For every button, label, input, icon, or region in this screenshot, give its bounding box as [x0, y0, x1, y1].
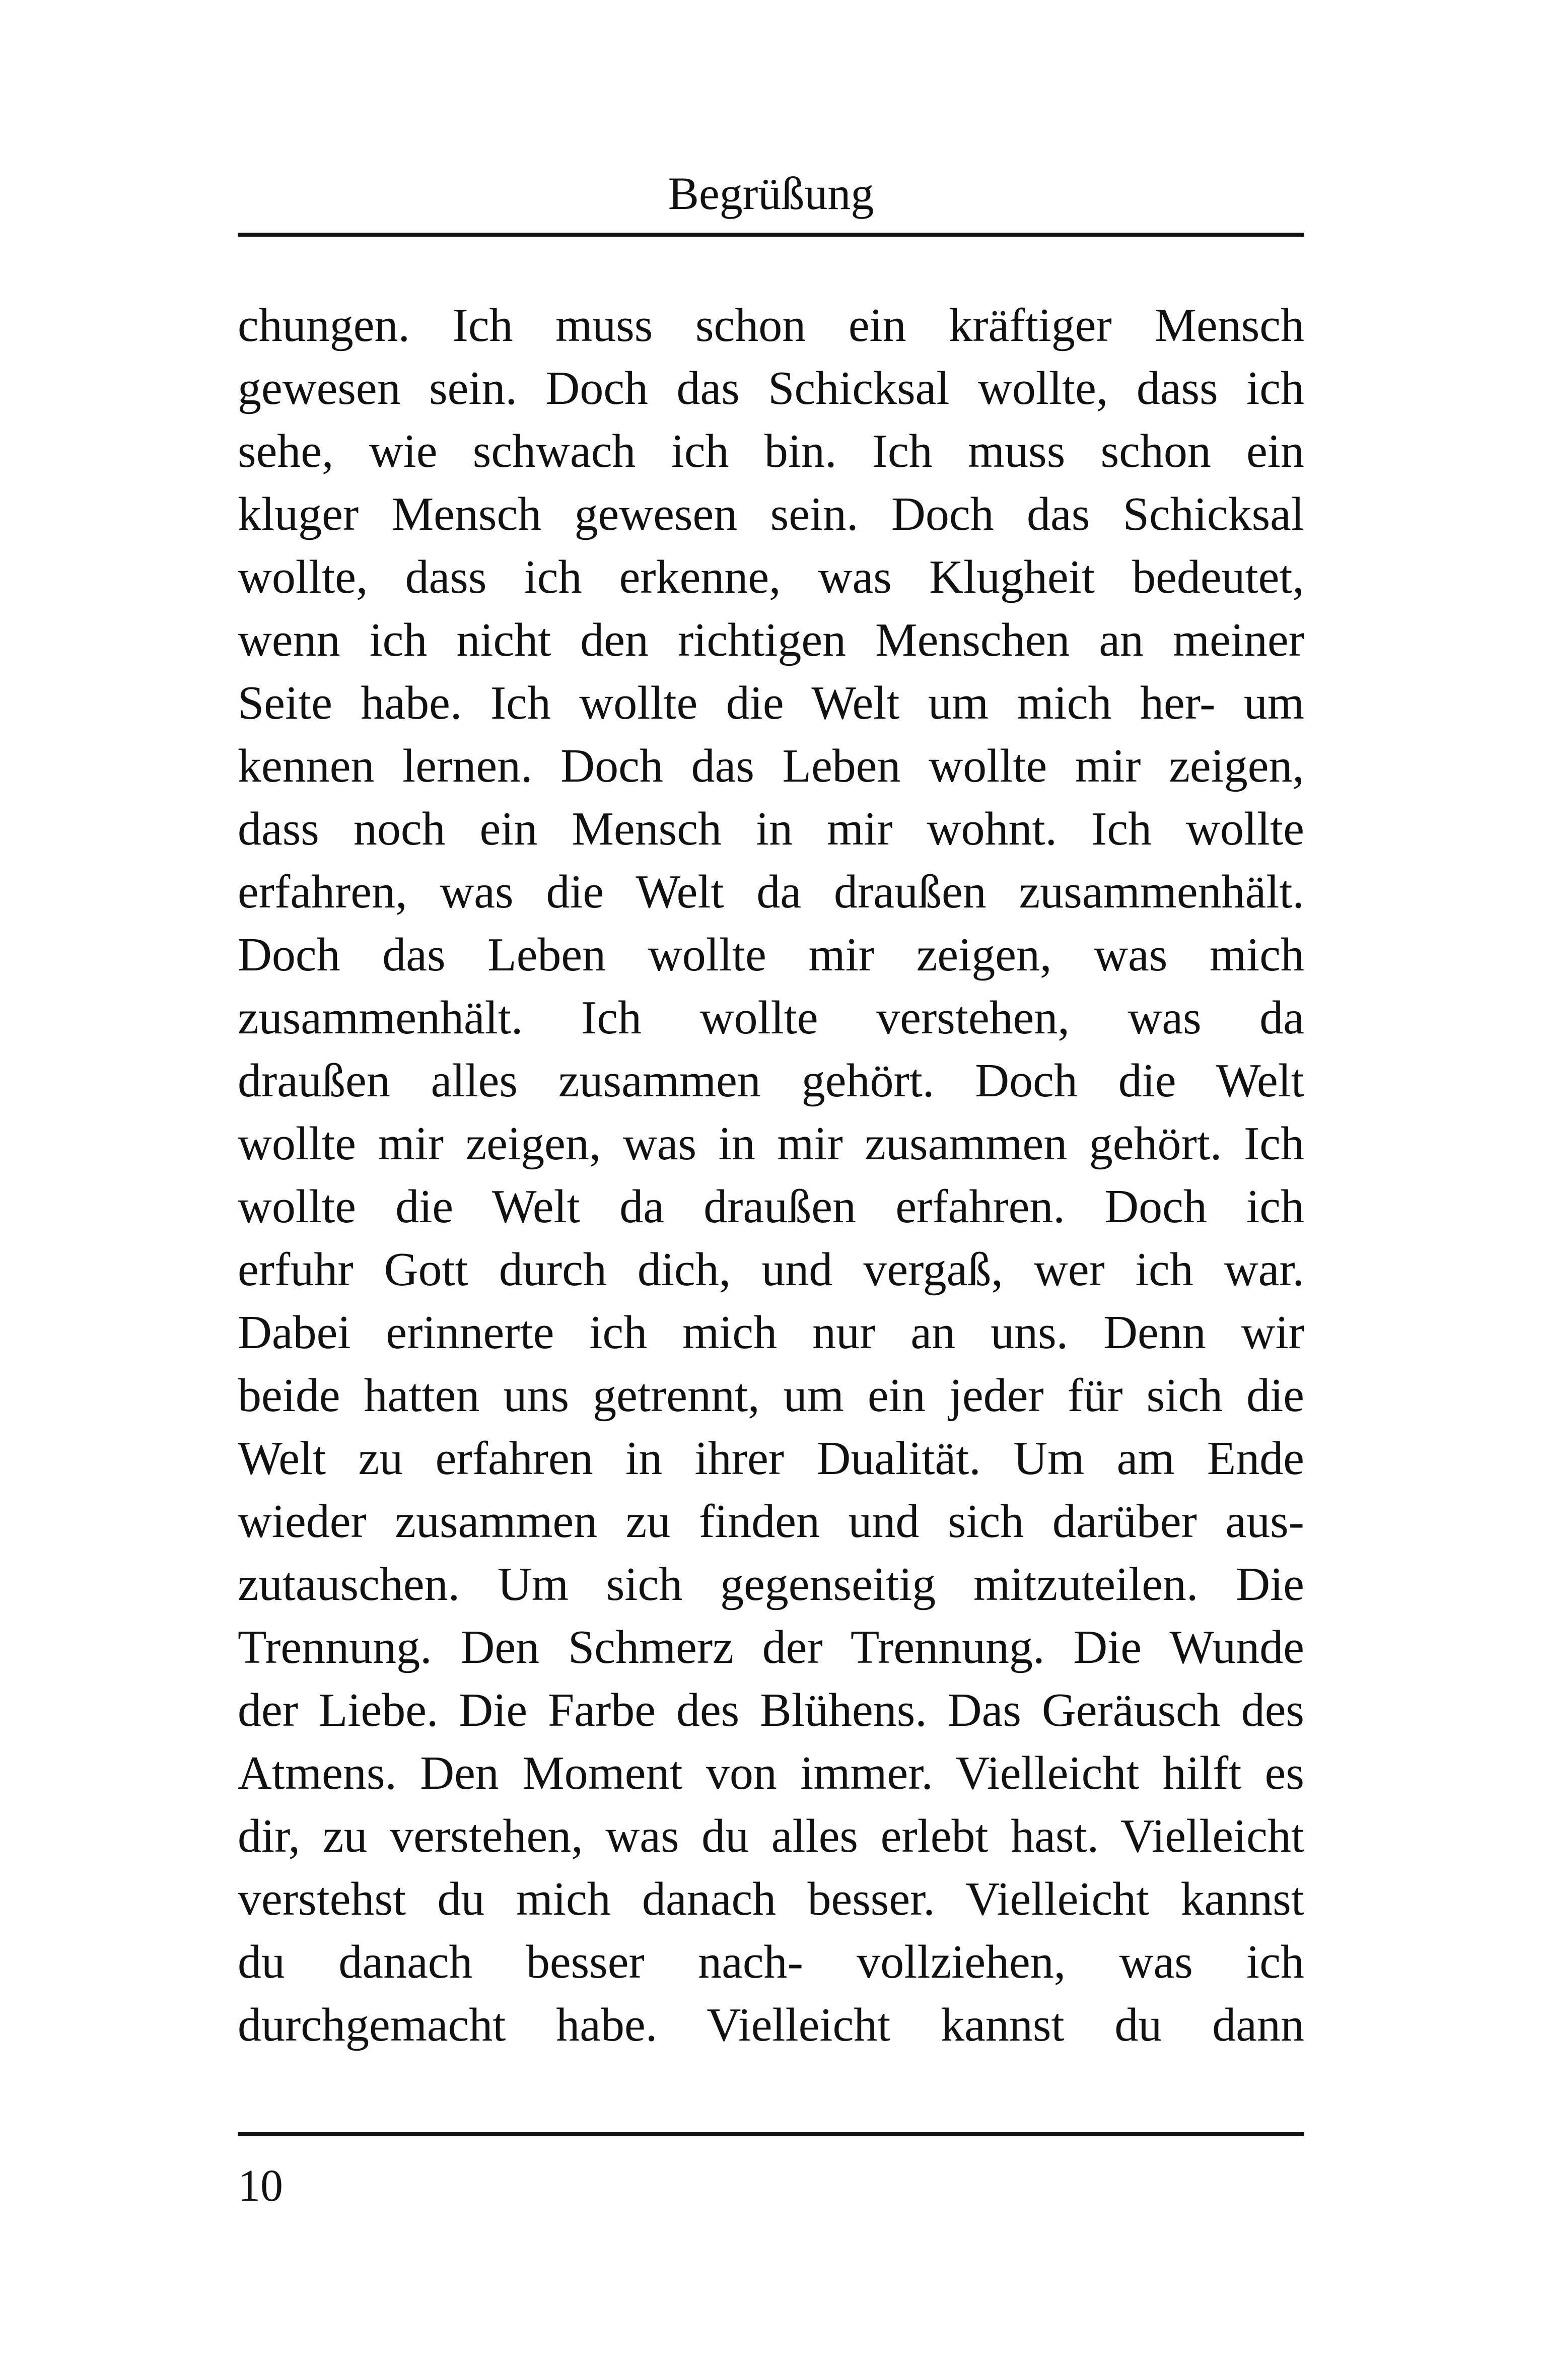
text-line: Seite habe. Ich wollte die Welt um mich her- um [238, 677, 1304, 729]
running-header: Begrüßung [668, 168, 874, 219]
footer-rule [238, 2132, 1304, 2136]
text-line: erfahren, was die Welt da draußen zusammenhält. [238, 866, 1304, 918]
text-line: zusammenhält. Ich wollte verstehen, was da [238, 992, 1304, 1044]
text-line: erfuhr Gott durch dich, und vergaß, wer ich war. [238, 1243, 1304, 1296]
text-line: durchgemacht habe. Vielleicht kannst du dann [238, 1999, 1304, 2051]
text-line: Trennung. Den Schmerz der Trennung. Die Wunde [238, 1621, 1304, 1673]
text-line: wollte, dass ich erkenne, was Klugheit bedeutet, [238, 551, 1304, 603]
text-line: der Liebe. Die Farbe des Blühens. Das Geräusch des [238, 1684, 1304, 1736]
text-line: kluger Mensch gewesen sein. Doch das Schicksal [238, 488, 1304, 540]
text-line: Dabei erinnerte ich mich nur an uns. Denn wir [238, 1306, 1304, 1359]
text-line: dir, zu verstehen, was du alles erlebt hast. Vielleicht [238, 1810, 1304, 1862]
text-line: zutauschen. Um sich gegenseitig mitzuteilen. Die [238, 1558, 1304, 1611]
text-line: draußen alles zusammen gehört. Doch die Welt [238, 1055, 1304, 1107]
text-line: dass noch ein Mensch in mir wohnt. Ich wollte [238, 803, 1304, 855]
text-line: du danach besser nach- vollziehen, was ich [238, 1936, 1304, 1988]
text-line: gewesen sein. Doch das Schicksal wollte, dass ich [238, 362, 1304, 414]
page-number: 10 [238, 2161, 283, 2211]
text-line: verstehst du mich danach besser. Vielleicht kannst [238, 1873, 1304, 1925]
text-line: Doch das Leben wollte mir zeigen, was mich [238, 929, 1304, 981]
text-line: wenn ich nicht den richtigen Menschen an meiner [238, 614, 1304, 666]
text-line: Welt zu erfahren in ihrer Dualität. Um am Ende [238, 1432, 1304, 1485]
text-line: chungen. Ich muss schon ein kräftiger Mensch [238, 299, 1304, 352]
text-line: Atmens. Den Moment von immer. Vielleicht hilft es [238, 1747, 1304, 1799]
text-line: wieder zusammen zu finden und sich darüber aus- [238, 1495, 1304, 1548]
text-line: kennen lernen. Doch das Leben wollte mir zeigen, [238, 740, 1304, 792]
body-text [238, 294, 1304, 2057]
text-line: sehe, wie schwach ich bin. Ich muss schon ein [238, 425, 1304, 477]
header-rule [238, 233, 1304, 237]
text-line: wollte mir zeigen, was in mir zusammen gehört. Ich [238, 1117, 1304, 1170]
text-line: wollte die Welt da draußen erfahren. Doch ich [238, 1180, 1304, 1233]
text-line: beide hatten uns getrennt, um ein jeder für sich die [238, 1369, 1304, 1422]
